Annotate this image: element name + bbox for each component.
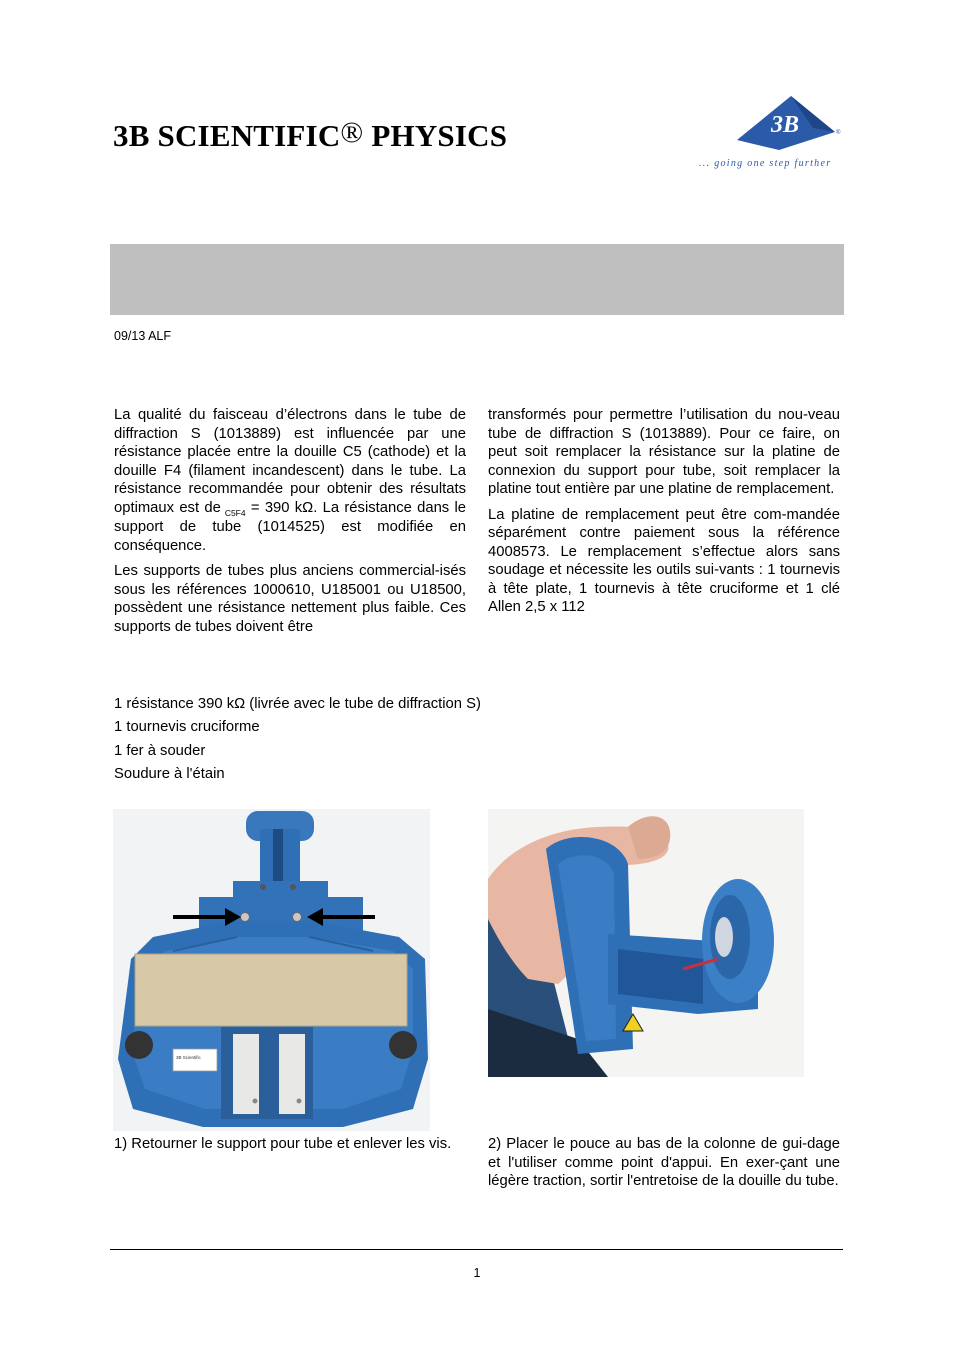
brand-main: 3B SCIENTIFIC	[113, 118, 341, 153]
logo-mark-text: 3B	[771, 112, 800, 138]
page-number: 1	[473, 1266, 481, 1280]
resistance-subscript: C5F4	[224, 507, 246, 518]
brand-title	[113, 118, 507, 154]
logo-mark-icon	[695, 92, 845, 172]
intro-paragraph-4: La platine de remplacement peut être com-mandée séparément contre paiement sous la référence 4008573. Le remplacement s’effectue alors sans soudage et nécessite les outils sui-vants : 1 tournevis à tête plate, 1 tournevis à tête cruciforme et 1 clé Allen 2,5 x 112	[488, 506, 840, 615]
document-code: 09/13 ALF	[114, 329, 171, 343]
company-logo	[695, 92, 845, 172]
photo-tube-holder-underside	[113, 809, 430, 1131]
list-item: 1 fer à souder	[114, 742, 206, 759]
svg-text:®: ®	[836, 130, 841, 136]
registered-mark: ®	[340, 116, 364, 149]
photo-removing-spacer	[488, 809, 804, 1077]
intro-paragraph-1: La qualité du faisceau d’électrons dans le tube de diffraction S (1013889) est influencée par une résistance placée entre la douille C5 (cathode) et la douille F4 (filament incandescent) dans le tube. La résistance recommandée pour obtenir des résultats optimaux est de $_{C5F4}$ = 390 kΩ. La résistance dans le support de tube (1014525) est modifiée en conséquence.	[114, 407, 466, 554]
intro-paragraph-3: transformés pour permettre l’utilisation du nou-veau tube de diffraction S (1013889). Pour ce faire, on peut soit remplacer la résistance sur la platine de connexion du support pour tube, soit remplacer la platine tout entière par une platine de remplacement.	[488, 407, 840, 497]
intro-column-left	[114, 406, 466, 643]
title-banner	[110, 244, 844, 315]
caption-step-1: 1) Retourner le support pour tube et enlever les vis.	[114, 1136, 452, 1152]
intro-paragraph-2: Les supports de tubes plus anciens commercial-isés sous les références 1000610, U185001 ou U18500, possèdent une résistance nettement plus faible. Ces supports de tubes doivent être	[114, 563, 466, 635]
logo-tagline: ... going one step further	[699, 158, 832, 169]
caption-step-2: 2) Placer le pouce au bas de la colonne de gui-dage et l'utiliser comme point d'appui. En exer-çant une légère traction, sortir l'entretoise de la douille du tube.	[488, 1136, 840, 1189]
intro-column-right	[488, 406, 840, 624]
list-item: 1 tournevis cruciforme	[114, 719, 260, 736]
list-item: Soudure à l'étain	[114, 765, 225, 782]
sticker-label: 3B Scientific	[176, 1055, 201, 1060]
footer-divider	[110, 1249, 843, 1250]
list-item: 1 résistance 390 kΩ (livrée avec le tube de diffraction S)	[114, 696, 481, 712]
tools-list	[114, 696, 481, 789]
brand-tail: PHYSICS	[363, 118, 508, 153]
